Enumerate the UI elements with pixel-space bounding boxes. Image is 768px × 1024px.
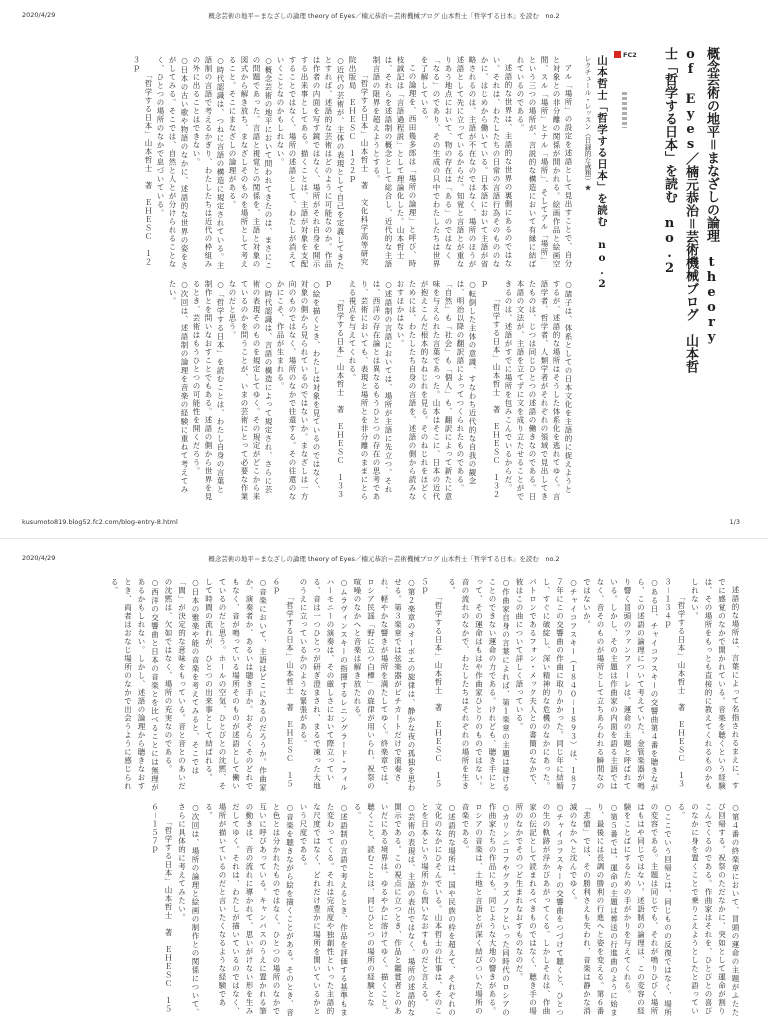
article-body-lower (22, 280, 574, 502)
entry-category: レクチュール・レッスン（日録的な感想）★ (583, 55, 591, 191)
citation: 「哲学する日本」山本哲士 著 ＥＨＥＳＣ １３２ｐ (480, 280, 501, 499)
entry-title: 山本哲士「哲学する日本」を読む no.2 (596, 55, 608, 291)
paragraph: ○日本の古い歌や物語のなかに、述語的な世界の姿をさがしてみる。そこでは、自然と人とが分けられることなく、ひとつの場所のなかで息づいている。 (156, 56, 189, 270)
paragraph: ○チャイコフスキー（１８４０－１８９３）は、１８７７年にこの交響曲の作曲に取りかかった。同じ年に結婚し、すぐに破綻し、深い精神的な危機のなかにあった。パトロンであるフォン・メック夫人との書簡のなかで、彼はこの曲について詳しく語っている。 (515, 578, 578, 792)
paragraph: ○次回は、述語制の論理を音楽の経験に重ねて考えてみたい。 (168, 280, 189, 494)
fc2-logo-icon (614, 51, 621, 58)
post-title (656, 47, 722, 377)
paragraph: ○第５番では、運命の主題は葬送の行進曲のように始まり、最後には長調の勝利の行進へと姿を変える。第６番「悲愴」では、その勝利さえも失われ、音楽は静かな消滅のなかへと沈んでゆく。 (569, 803, 619, 1017)
paragraph: 述語的な場所は、言葉によって名指されるまえに、すでに感覚のなかで開かれている。音楽を聴くという経験は、その場所をもっとも直接的に教えてくれるものかもしれない。 (690, 578, 740, 791)
paragraph: ○音楽において、主語はどこにあるのだろうか。作曲家か、演奏者か、あるいは聴き手か。おそらくそのどれでもなく、音が鳴っている場所そのものが述語として働いているのだと思う。ホールの空気、ひとびとの沈黙、そして時間の流れが、ひとつの出来事として結ばれる。 (204, 578, 268, 792)
paragraph: ○第２楽章のオーボエの旋律は、静かな夜の孤独を思わせる。第３楽章では弦楽器がピチカートだけで演奏され、軽やかな響きが場所を満たしてゆく。終楽章では、ロシア民謡「野に立つ白樺」の旋律が用いられ、祝祭の喧噪のなかへと音楽は解き放たれる。 (353, 578, 416, 792)
paragraph: ○絵を描くとき、わたしは対象を見ているのではなく、対象の側から見られているのではないか。まなざしは一方向のものではなく、場所のなかで往還する。その往還のなかにこそ、作品が生まれる。 (276, 280, 321, 501)
paragraph: ○述語制の言語で考えるとき、作品を評価する基準もまた変わってくる。それは完成度や独創性といった主語的な尺度ではなく、どれだけ豊かに場所を開いているかという尺度である。 (299, 803, 349, 1017)
citation: 「哲学する日本」山本哲士 著 ＥＨＥＳＣ １５６－１５７ｐ (150, 803, 173, 1014)
article-body-lower (22, 803, 742, 1019)
paragraph: ○近代の芸術が、主体の表現として自己を定義してきたとすれば、述語的な芸術はどのように可能なのか。作品は作者の内面を写す鏡ではなく、場所がそれ自身を開示する出来事としてある。描くことは、主語が対象を支配することではなく、場所の述語として、わたしが消えていくことなのかもしれない。 (276, 56, 345, 270)
article-body-upper (22, 578, 742, 794)
citation: 「哲学する日本」山本哲士 著 ＥＨＥＳＣ １３３－１３４ｐ (663, 578, 686, 789)
citation: 「哲学する日本」山本哲士 著 ＥＨＥＳＣ １３３ｐ (324, 280, 345, 499)
blog-emblem-icon (622, 92, 627, 128)
paragraph: ○作曲家自身の言葉によれば、第１楽章の主題は避けることのできない運命の力である。けれども、聴き手にとって、その運命はもはや作曲家ひとりのものではない。音の流れのなかで、わたしたちはそれぞれの場所を生きる。 (447, 578, 511, 792)
paragraph: ○カリンニコフやグラズノフといった同時代のロシアの作曲家たちの作品にも、同じような大地の響きがある。ロシアの音楽は、土地と言語とが深く結びついた場所の音楽である。 (461, 803, 511, 1017)
paragraph: ○日本の雅楽や能の音楽を考えてみると、そこでは「間」が決定的な意味をもっている。音と音とのあいだの沈黙は、欠如ではなく、場所の充実なのである。 (164, 578, 200, 791)
paragraph: この論理を、西田幾多郎は「場所の論理」と呼び、時枝誠記は「言語過程説」として理論化した。山本哲士は、それらを述語制の概念として総合し、近代的な主語制言語の限界を超えようとする。 (372, 56, 417, 269)
paragraph: ○ある日、チャイコフスキーの交響曲第４番を聴きながら、この述語の論理について考えていた。金管楽器が鳴り響く冒頭のファンファーレは、運命の主題と呼ばれている。しかし、その主題は作曲家の内面を語る主語ではなく、音そのものが場所として立ちあらわれる瞬間なのではないか。 (582, 578, 659, 792)
paragraph: アル「場所」の設定を述語として見出すことで、自分と対象との非分離の関係が開かれる。絵画作品と絵画空間、スル「場所」とナル「場所」、そしてアル「場所」という三つの場所が、言説的な構造において有縁に結ばれているのである。 (516, 56, 573, 269)
paragraph: ○述語制の言語においては、場所が主語に先立つ。それは、西洋の存在論とは異なるもうひとつの存在の思考であり、芸術においても、表現と場所とを非分離のままにとらえる視点を与えてくれる。 (348, 280, 393, 501)
paragraph: ○第４番の終楽章において、冒頭の運命の主題がふたたび回帰する。祝祭のただなかに、突如として運命が割りこんでくるのである。作曲家はそれを、ひとびとの喜びのなかに身を置くことで乗りこえようとしたと語っている。 (677, 803, 740, 1017)
post-title-line: of Eyes／楠元恭治＝芸術機械ブログ 山本哲 (683, 47, 698, 373)
citation: 「哲学する日本」山本哲士 著 ＥＨＥＳＣ １５５ｐ (420, 578, 443, 789)
paragraph: ○諸子は、体系としての日本文化を主語的に捉えようとするが、述語的な場所はそうした体系化を逃れてゆく。言語学者、哲学者、人類学者がそれぞれの領域で見出してきたものは、じつは同じひとつの述語の働きなのである。日本語の文法が、主語を立てずに文を成り立たせることができるのは、述語がすでに場所を包みこんでいるからだ。 (504, 280, 573, 501)
paragraph: ○時代認識は、言語の構造によって規定され、さらに芸術の表現そのものを規定してゆく。その規定がどこから来ているのかを問うことが、いまの芸術にとって必要な作業なのだと思う。 (228, 280, 273, 501)
paragraph: ○チャイコフスキーの交響曲をつづけて聴くと、ひとつの生の軌跡が浮かびあがってくる。しかしそれは、作曲家の伝記として読まれるべきものではなく、聴き手の場所のなかでそのつど生まれなおすものなのだ。 (515, 803, 565, 1017)
page-separator (0, 538, 768, 539)
print-header-date: 2020/4/29 (22, 554, 56, 562)
paragraph: ○「哲学する日本」を読むことは、わたし自身の言葉と制作とを問いなおすことでもある。述語の側から世界を見るとき、芸術はもうひとつの可能性を開くだろう。 (192, 280, 225, 501)
print-header-title: 概念芸術の地平＝まなざしの論理 theory of Eyes／楠元恭治＝芸術機械ブログ 山本哲士「哲学する日本」を読む no.2 (208, 555, 560, 563)
paragraph: ○西洋の交響曲と日本の音楽とを比べることには無理があるかもしれない。しかし、述語の論理から聴きなおすとき、両者はおなじ場所のなかで出会うように感じられる。 (110, 578, 160, 792)
paragraph: ○概念芸術の地平において問われてきたのは、まさにこの問題であった。言語と視覚との関係を、主語と対象の図式から解き放ち、まなざしそのものを場所として考えること。そこにまなざしの論理がある。 (228, 56, 273, 270)
paragraph: 述語的な世界は、主語的な世界の裏側にあるのではない。それは、わたしたちの日常の言語行為そのもののなかに、はじめから働いている。日本語において主語が省略されるのは、主語が不在なのではなく、場所のほうが述語として先に立っているからだ。知覚と言語とが重なりあう地点において、物の存在は「ある」のではなく「なる」のであり、その生成の只中でわたしたちは世界を了解している。 (420, 56, 513, 269)
paragraph: ○次回は、場所の論理と絵画の制作との関係について、さらに具体的に考えてみたい。 (177, 803, 200, 1017)
post-title-line: 士「哲学する日本」を読む no.2 (662, 47, 677, 276)
paragraph: ○ムラヴィンスキーの指揮するレニングラード・フィルハーモニーの演奏は、その厳しさにおいて際立っている。音は一つひとつが研ぎ澄まされ、まるで凍った大地のうえに立っているかのような緊張がある。 (299, 578, 349, 792)
paragraph: ○音楽を聴きながら絵を描くことがある。そのとき、音と色とは分かれたものではなく、ひとつの場所のなかで互いに呼びあっている。キャンバスのうえに置かれる筆の動きは、音の流れに導かれて、思いがけない形を生みだしてゆく。それは、わたしが描いているのではなく、場所が描いているのだと言いたくなるような経験である。 (204, 803, 295, 1017)
print-footer-page-number: 1/3 (729, 518, 740, 526)
citation: 「哲学する日本」山本哲士 著 ＥＨＥＳＣ １２３ｐ (132, 56, 153, 267)
print-header-title: 概念芸術の地平＝まなざしの論理 theory of Eyes／楠元恭治＝芸術機械ブログ 山本哲士「哲学する日本」を読む no.2 (208, 12, 560, 20)
citation: 「哲学する日本」山本哲士 著 ＥＨＥＳＣ １５６ｐ (272, 578, 295, 789)
paragraph: ○転倒した主体の意識、すなわち近代的な自我の観念は、明治以降の翻訳語によってつくられたものである。「自然」も「社会」も「個人」も、翻訳によって新たに意味を与えられた言葉であった。山本はそこに、日本の近代が抱えこんだ根本的なねじれを見る。そのねじれをほどくためには、わたしたち自身の言語を、述語の側から読みなおすほかはない。 (396, 280, 477, 501)
paragraph: ○述語的な場所は、国や民族の枠を超えて、それぞれの文化のなかにひそんでいる。山本哲士の仕事は、そのことを日本という場所から問いなおすものだと言える。 (420, 803, 457, 1017)
post-title-line: 概念芸術の地平＝まなざしの論理 theory (704, 47, 719, 345)
print-header-date: 2020/4/29 (22, 11, 56, 19)
citation: 「哲学する日本」山本哲士 著 文化科学高等研究院出版局 ＥＨＥＳＣ １２２ｐ (348, 56, 369, 267)
paragraph: ○芸術の表現は、主語の表出ではなく、場所の述語的な開示である。この視点に立つとき、作品と鑑賞者とのあいだにある境界は、ゆるやかに溶けてゆく。描くこと、聴くこと、読むことは、同じひとつの場所の経験となる。 (353, 803, 416, 1017)
article-body-upper (22, 56, 574, 270)
print-footer-url: kusumoto819.blog52.fc2.com/blog-entry-8.html (22, 518, 178, 526)
fc2-logo (614, 50, 637, 59)
paragraph: ○時代認識は、つねに言語の構造に規定されている。主語制の言語で考えるかぎり、わたしたちは近代の枠組みの外に出ることはできない。 (192, 56, 225, 270)
fc2-logo-text: FC2 (623, 50, 637, 59)
paragraph: ○ここでいう回帰とは、同じものの反復ではなく、場所の変容である。主題は同じでも、それが鳴りひびく場所はもはや同じではない。述語制の論理は、この変容の経験をことばにするための手がかりを与えてくれる。 (623, 803, 673, 1017)
